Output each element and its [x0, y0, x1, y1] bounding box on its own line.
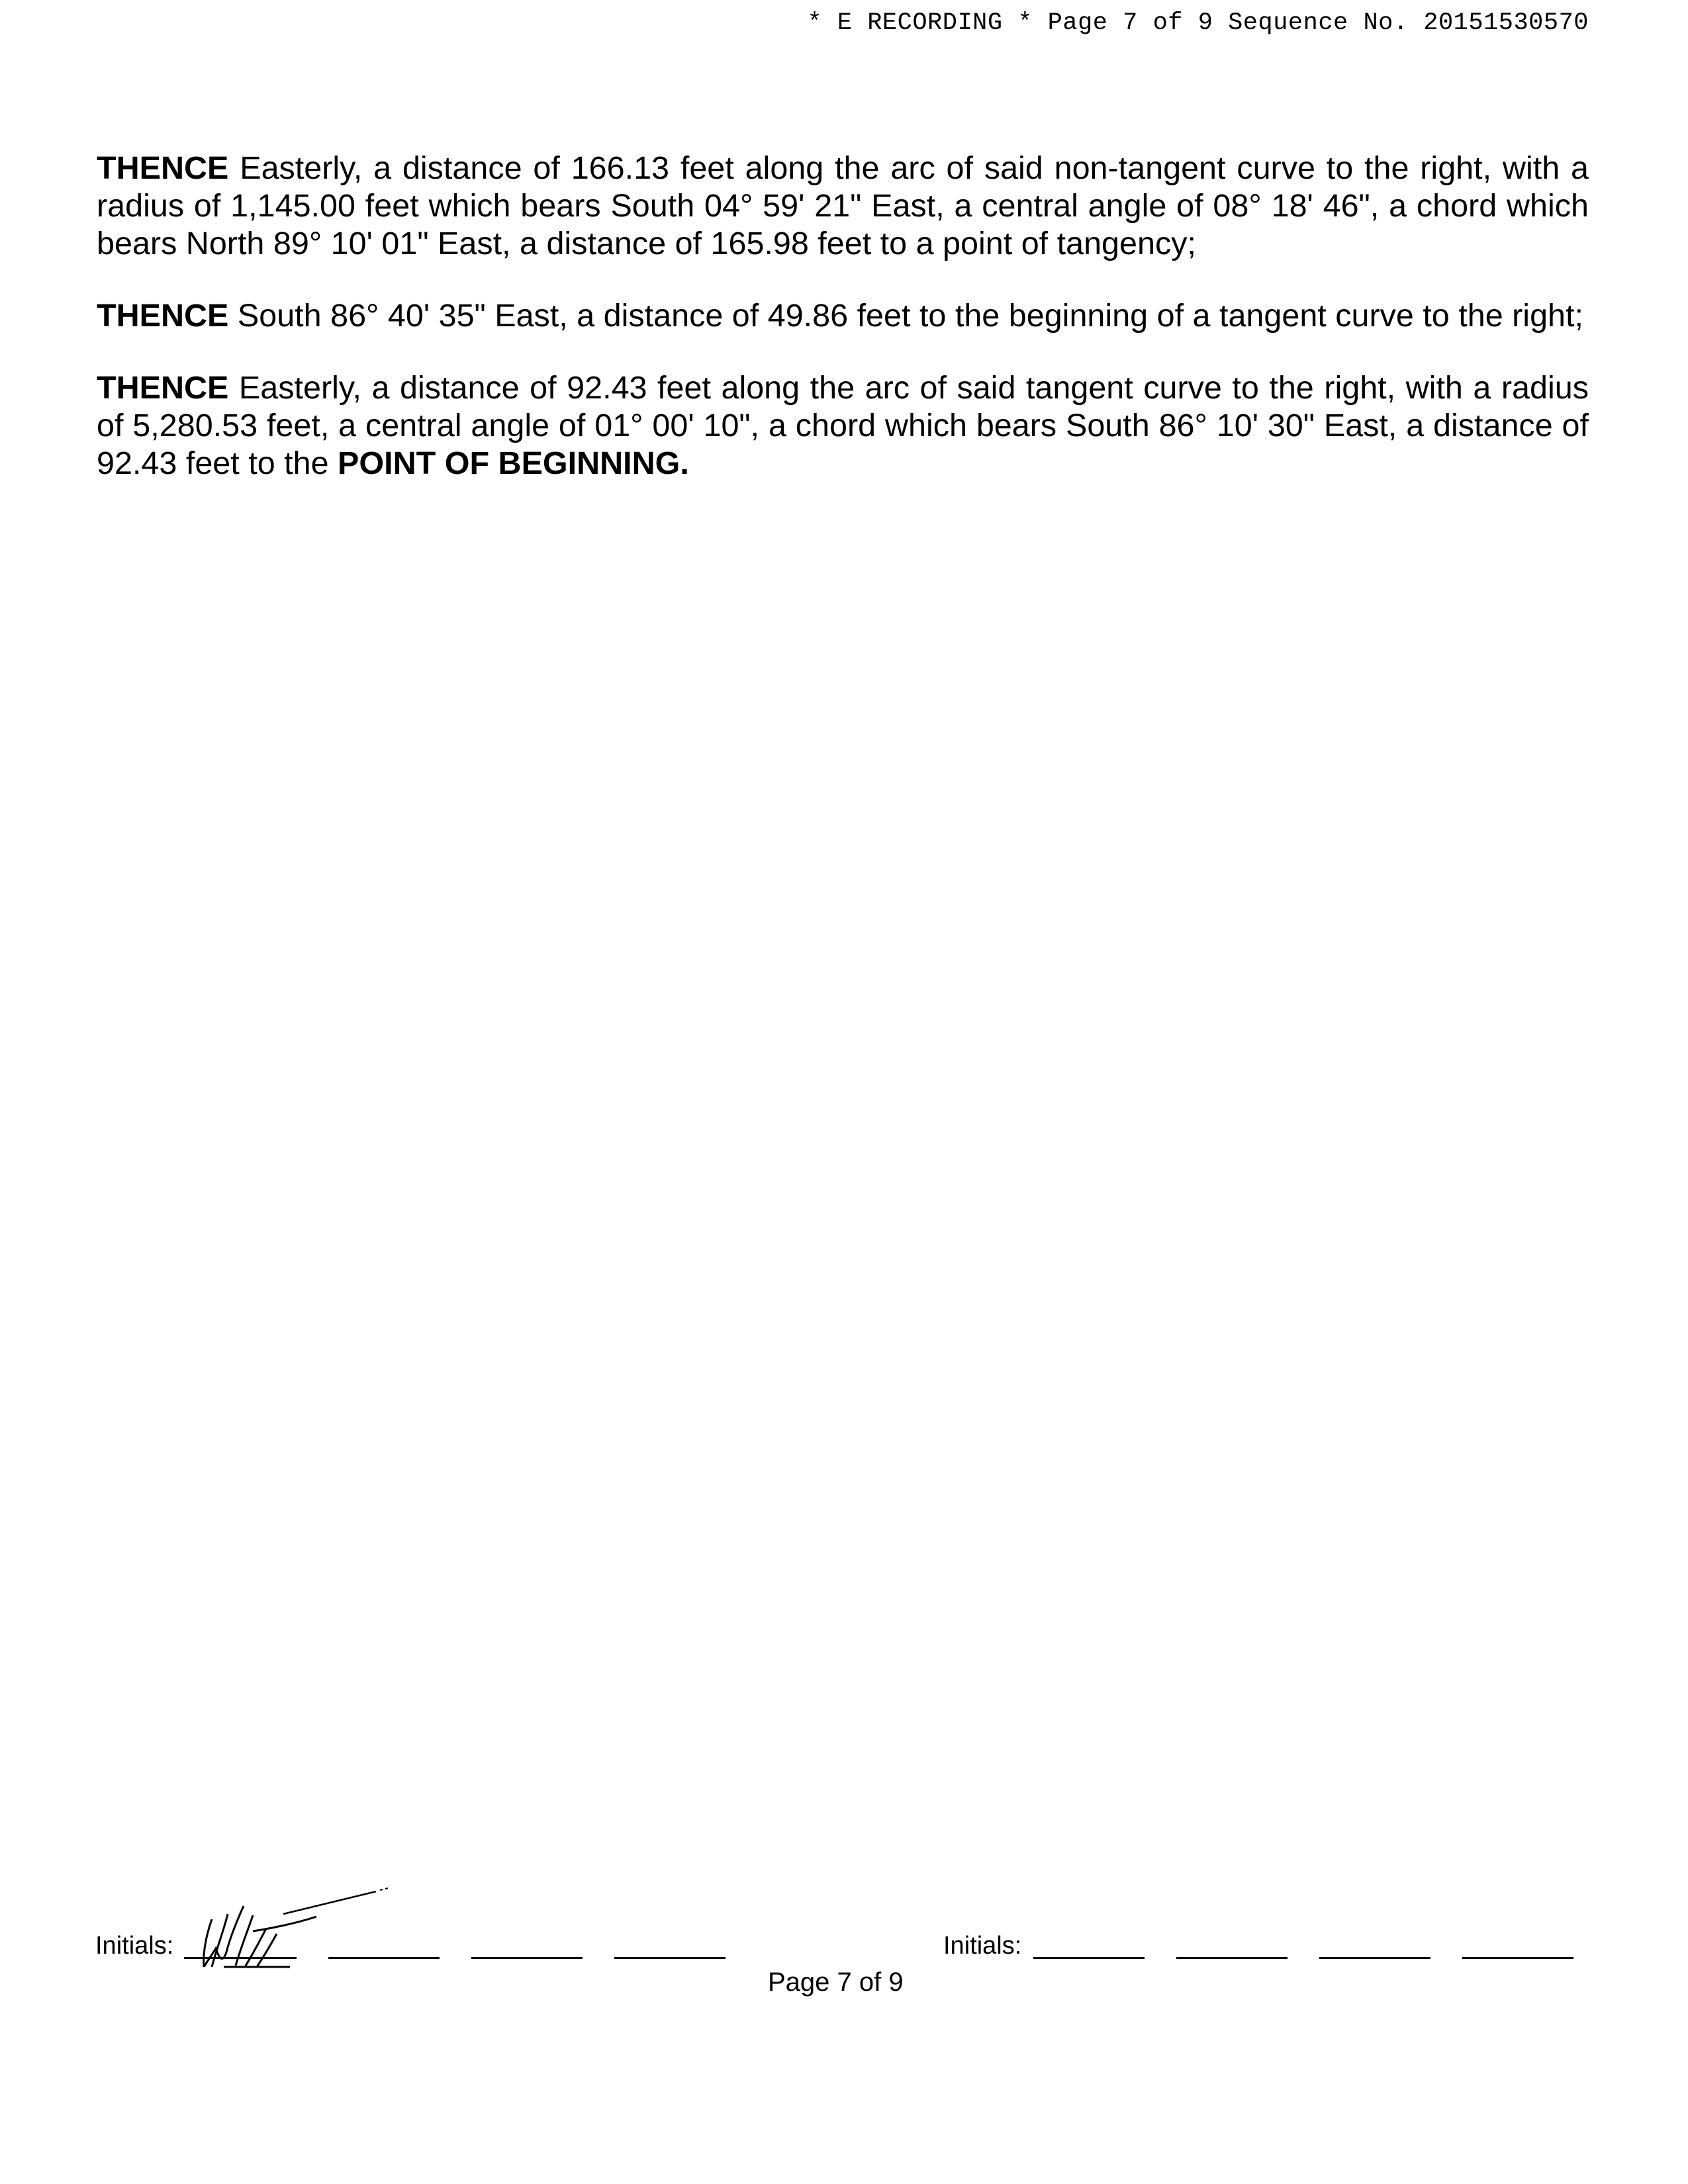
legal-paragraph	[97, 369, 1589, 482]
initial-line[interactable]	[471, 1957, 583, 1959]
initial-line[interactable]	[1319, 1957, 1430, 1959]
initial-line[interactable]	[614, 1957, 726, 1959]
initials-label-left: Initials:	[95, 1932, 174, 1960]
initials-block-right	[943, 1933, 1573, 1959]
paragraph-lead: THENCE	[97, 298, 229, 334]
initials-block-left	[95, 1933, 726, 1959]
initial-line[interactable]	[1033, 1957, 1145, 1959]
initial-line[interactable]	[1176, 1957, 1288, 1959]
legal-description	[97, 150, 1589, 517]
paragraph-text: Easterly, a distance of 92.43 feet along the arc of said tangent curve to the right, with a radius of 5,280.53 feet, a central angle of 01° 00' 10", a chord which bears South 86° 10' 30" East, a distance of 92.43 feet to the	[97, 370, 1589, 481]
initials-label-right: Initials:	[943, 1932, 1022, 1960]
legal-paragraph	[97, 150, 1589, 263]
handwritten-signature	[184, 1868, 402, 1974]
page-number: Page 7 of 9	[768, 1968, 904, 1997]
initial-line[interactable]	[1462, 1957, 1573, 1959]
legal-paragraph	[97, 297, 1589, 335]
initial-line	[184, 1957, 297, 1959]
paragraph-lead: THENCE	[97, 150, 229, 186]
paragraph-text: Easterly, a distance of 166.13 feet along the arc of said non-tangent curve to the right, with a radius of 1,145.00 feet which bears South 04° 59' 21" East, a central angle of 08° 18' 46", a chord which bears North 89° 10' 01" East, a distance of 165.98 feet to a point of tangency;	[97, 150, 1589, 261]
recording-header: * E RECORDING * Page 7 of 9 Sequence No. 20151530570	[807, 9, 1589, 37]
paragraph-tail: POINT OF BEGINNING.	[338, 445, 689, 481]
paragraph-lead: THENCE	[97, 370, 229, 406]
paragraph-text: South 86° 40' 35" East, a distance of 49.86 feet to the beginning of a tangent curve to the right;	[228, 298, 1583, 334]
